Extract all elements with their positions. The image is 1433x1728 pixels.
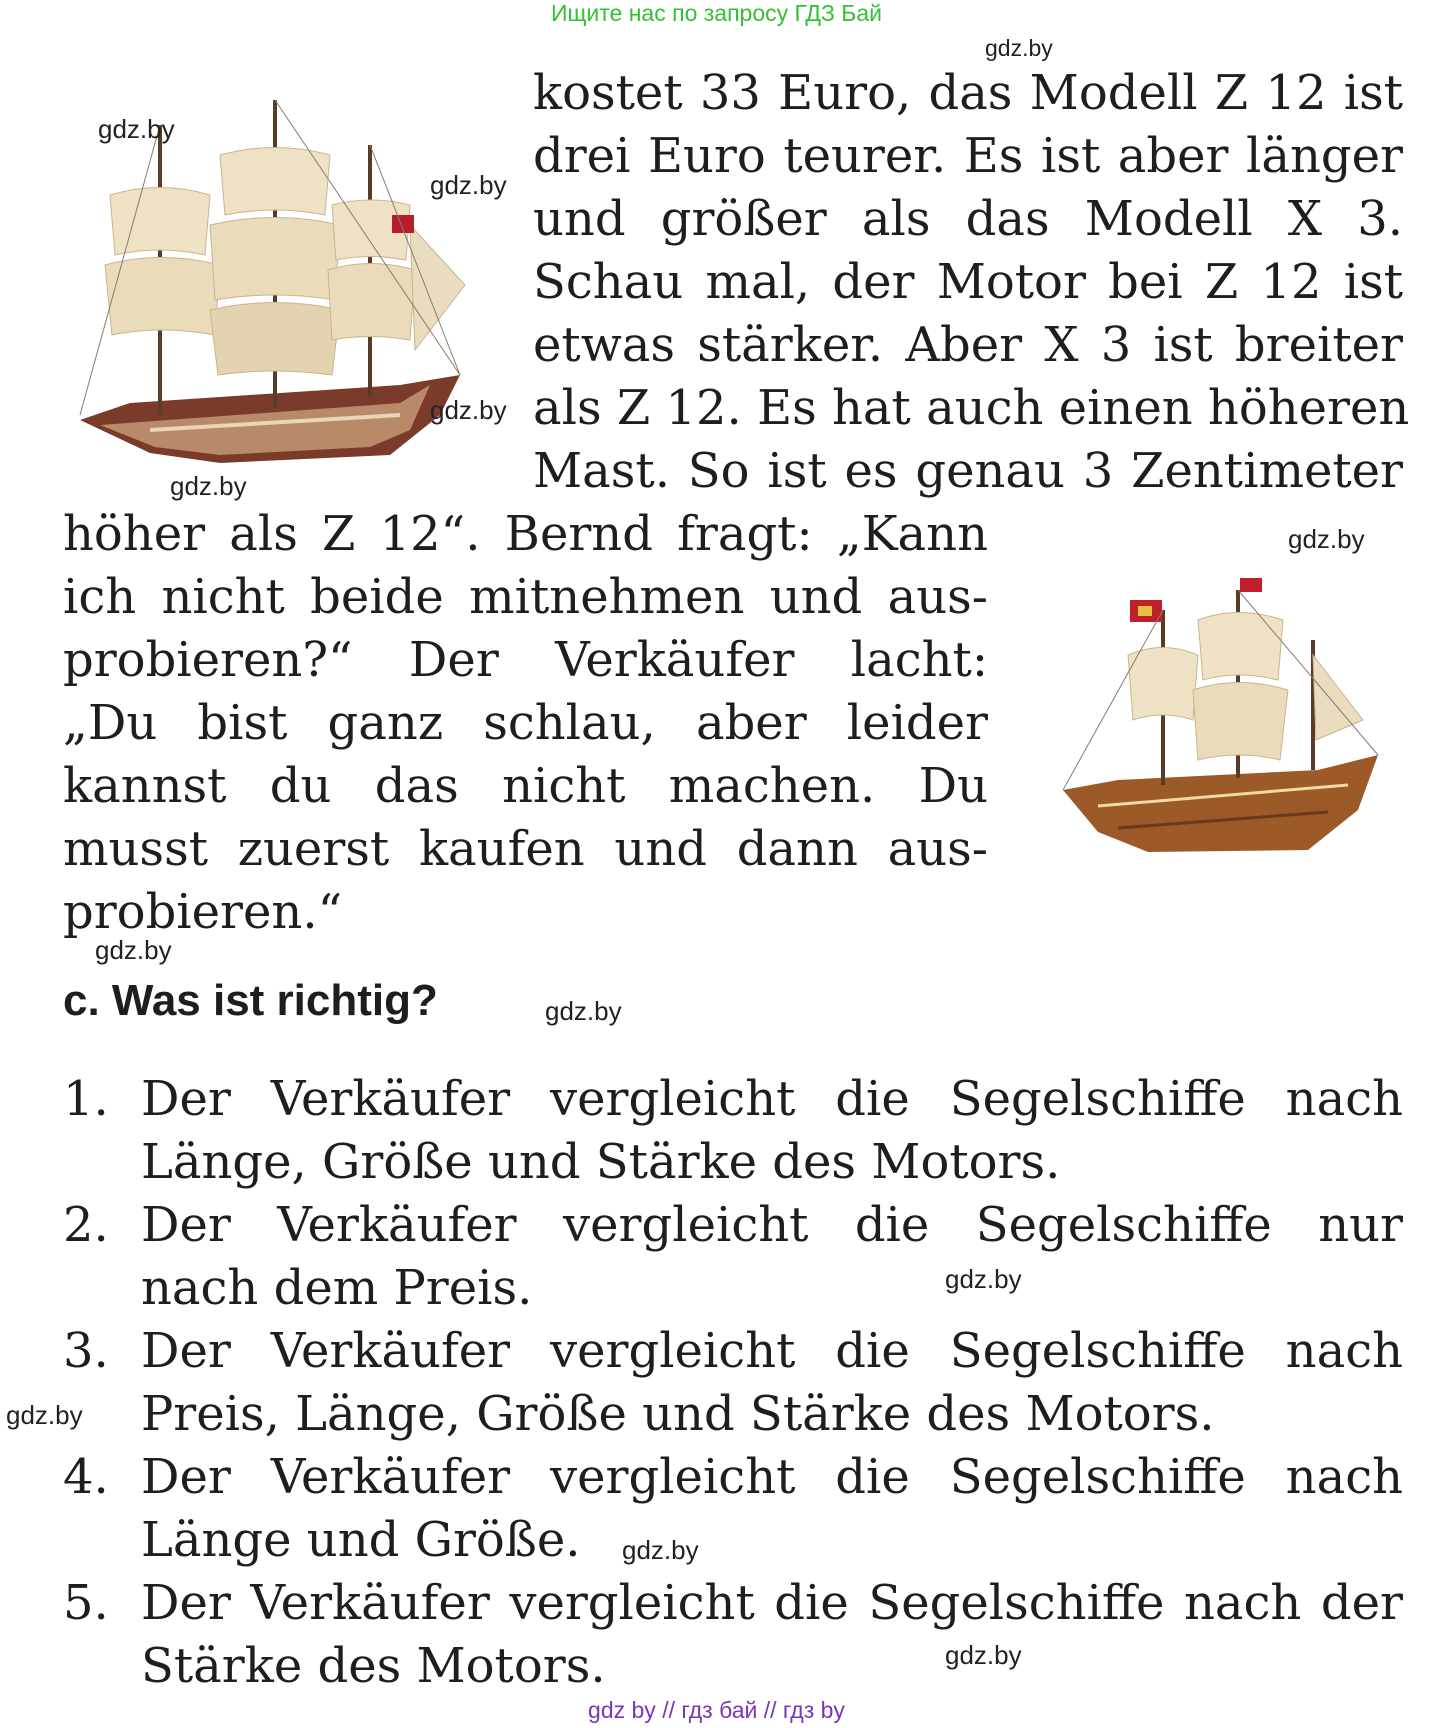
footer-links[interactable]: gdz by // гдз бай // гдз by xyxy=(588,1697,845,1723)
option-line: Der Verkäufer vergleicht die Segelschiffe nur xyxy=(141,1197,1403,1253)
option-number: 1. xyxy=(63,1071,109,1127)
story-line: probieren?“ Der Verkäufer lacht: xyxy=(63,632,988,688)
watermark: gdz.by xyxy=(1288,524,1365,554)
option-line: Der Verkäufer vergleicht die Segelschiffe nach xyxy=(141,1071,1403,1127)
story-line: ich nicht beide mitnehmen und aus- xyxy=(63,569,988,625)
galleon-ship-image xyxy=(1058,570,1383,870)
option-line: Der Verkäufer vergleicht die Segelschiffe nach xyxy=(141,1449,1403,1505)
story-line: musst zuerst kaufen und dann aus- xyxy=(63,821,988,877)
watermark: gdz.by xyxy=(6,1400,83,1430)
answer-option[interactable] xyxy=(63,1194,1403,1320)
option-number: 2. xyxy=(63,1197,109,1253)
option-line: Preis, Länge, Größe und Stärke des Motors. xyxy=(141,1386,1215,1442)
option-line: Länge, Größe und Stärke des Motors. xyxy=(141,1134,1061,1190)
option-number: 4. xyxy=(63,1449,109,1505)
story-line: und größer als das Modell X 3. xyxy=(533,191,1403,247)
watermark: gdz.by xyxy=(98,114,175,144)
top-banner[interactable]: Ищите нас по запросу ГДЗ Бай xyxy=(550,0,883,26)
story-line: drei Euro teurer. Es ist aber länger xyxy=(533,128,1403,184)
watermark: gdz.by xyxy=(945,1640,1022,1670)
option-line: Länge und Größe. xyxy=(141,1512,581,1568)
story-block-2 xyxy=(63,503,988,944)
option-number: 5. xyxy=(63,1575,109,1631)
story-line: probieren.“ xyxy=(63,884,343,940)
option-number: 3. xyxy=(63,1323,109,1379)
story-line: kannst du das nicht machen. Du xyxy=(63,758,988,814)
watermark: gdz.by xyxy=(622,1535,699,1565)
story-line: „Du bist ganz schlau, aber leider xyxy=(63,695,988,751)
answer-option[interactable] xyxy=(63,1068,1403,1194)
watermark: gdz.by xyxy=(985,35,1053,61)
option-line: Der Verkäufer vergleicht die Segelschiffe nach der xyxy=(141,1575,1403,1631)
watermark: gdz.by xyxy=(945,1264,1022,1294)
watermark: gdz.by xyxy=(95,935,172,965)
answer-options xyxy=(63,1068,1403,1698)
watermark: gdz.by xyxy=(430,170,507,200)
watermark: gdz.by xyxy=(170,471,247,501)
story-block-1 xyxy=(533,62,1410,503)
story-line: kostet 33 Euro, das Modell Z 12 ist xyxy=(533,65,1403,121)
story-line: als Z 12. Es hat auch einen höheren xyxy=(533,380,1410,436)
answer-option[interactable] xyxy=(63,1446,1403,1572)
option-line: Stärke des Motors. xyxy=(141,1638,606,1694)
answer-option[interactable] xyxy=(63,1572,1403,1698)
story-line: höher als Z 12“. Bernd fragt: „Kann xyxy=(63,506,988,562)
watermark: gdz.by xyxy=(430,395,507,425)
story-line: Mast. So ist es genau 3 Zentimeter xyxy=(533,443,1403,499)
option-line: Der Verkäufer vergleicht die Segelschiffe nach xyxy=(141,1323,1403,1379)
story-line: etwas stärker. Aber X 3 ist breiter xyxy=(533,317,1403,373)
task-heading: c. Was ist richtig? xyxy=(63,976,438,1025)
option-line: nach dem Preis. xyxy=(141,1260,533,1316)
story-line: Schau mal, der Motor bei Z 12 ist xyxy=(533,254,1403,310)
answer-option[interactable] xyxy=(63,1320,1403,1446)
watermark: gdz.by xyxy=(545,996,622,1026)
